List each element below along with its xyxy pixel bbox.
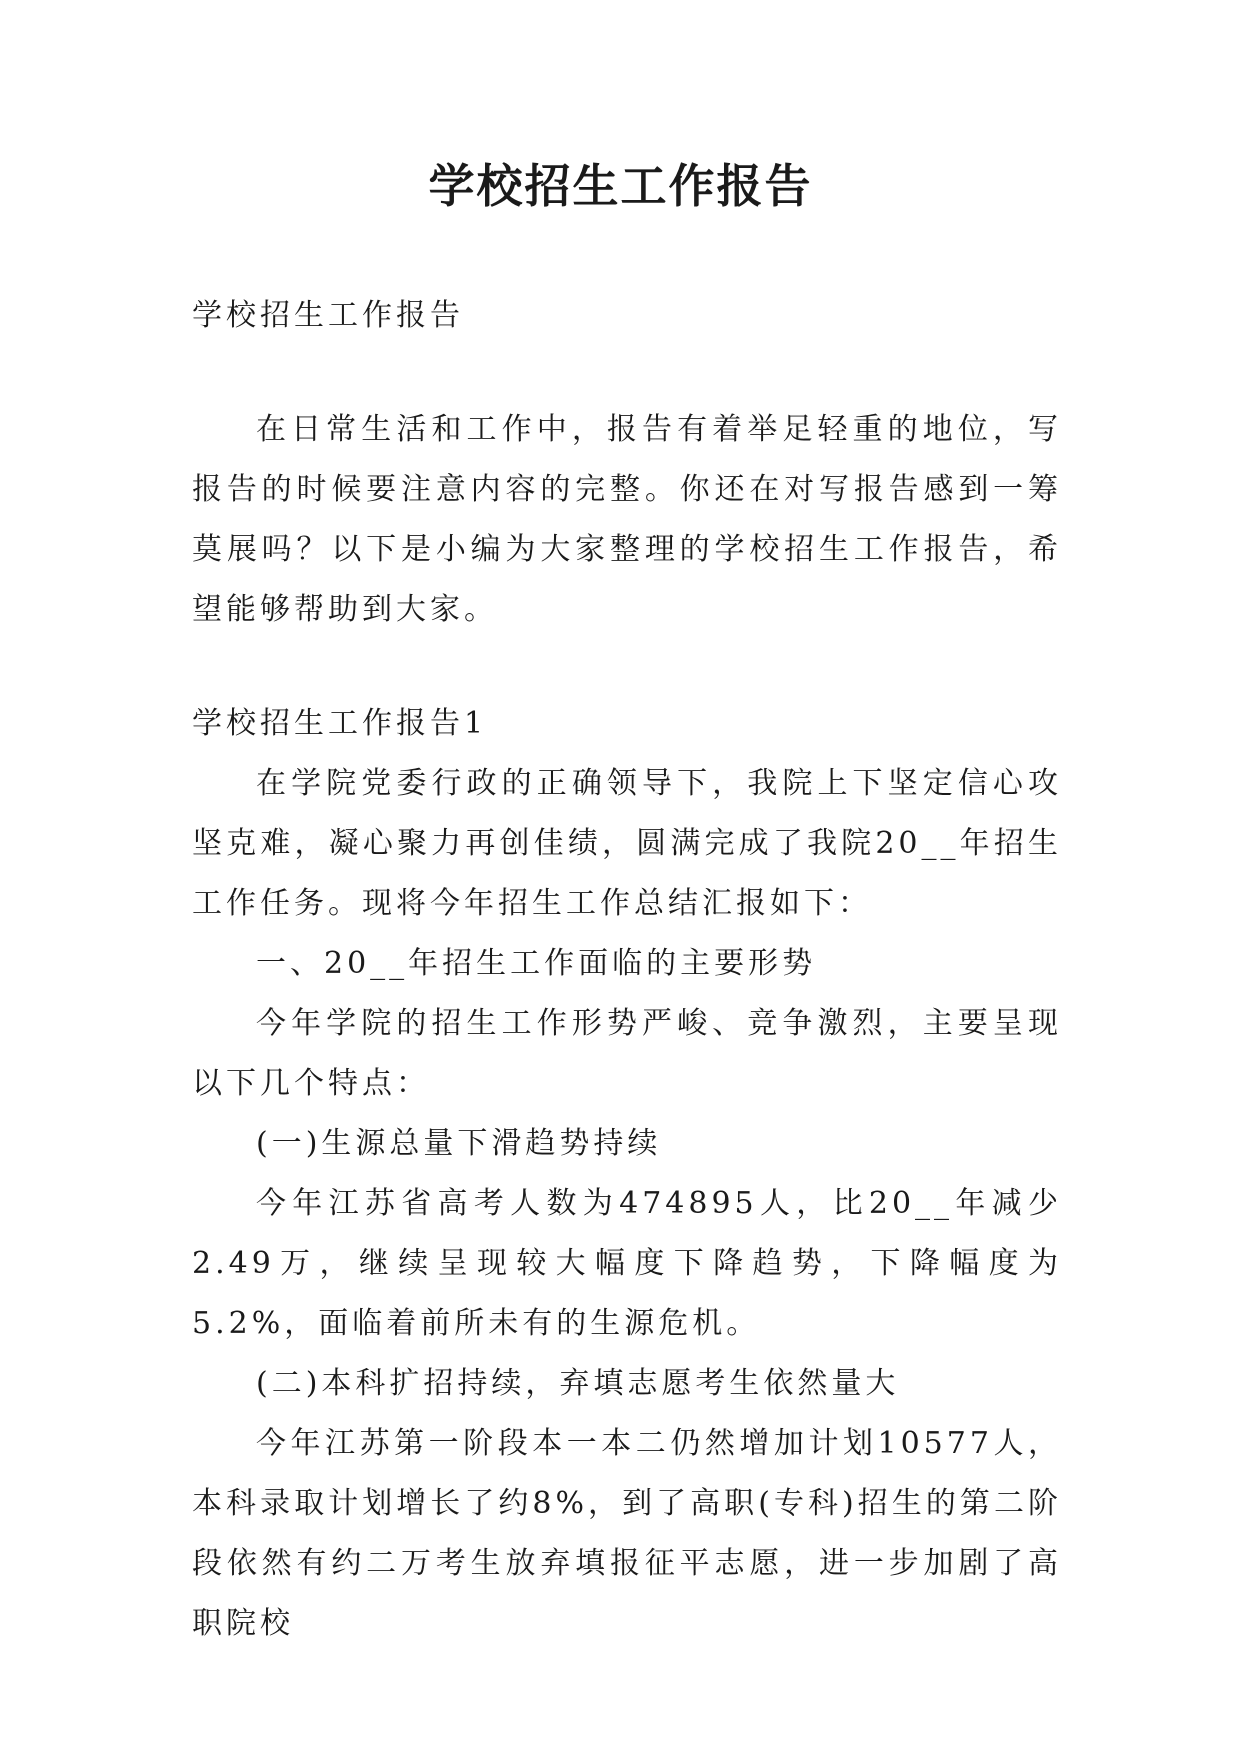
body-heading-1: 一、20__年招生工作面临的主要形势: [256, 946, 817, 981]
body-paragraph: 今年江苏第一阶段本一本二仍然增加计划10577人，本科录取计划增长了约8%，到了高职(专科)招生的第二阶段依然有约二万考生放弃填报征平志愿，进一步加剧了高职院校: [192, 1426, 1062, 1641]
document-title: 学校招生工作报告: [428, 159, 813, 213]
body-paragraph: 今年江苏省高考人数为474895人，比20__年减少2.49万，继续呈现较大幅度下降趋势，下降幅度为5.2%，面临着前所未有的生源危机。: [192, 1186, 1062, 1341]
body-paragraph: 在学院党委行政的正确领导下，我院上下坚定信心攻坚克难，凝心聚力再创佳绩，圆满完成了我院20__年招生工作任务。现将今年招生工作总结汇报如下：: [192, 766, 1062, 921]
body-subheading-1: (一)生源总量下滑趋势持续: [256, 1126, 662, 1161]
body-subheading-2: (二)本科扩招持续，弃填志愿考生依然量大: [256, 1366, 900, 1401]
intro-paragraph: 在日常生活和工作中，报告有着举足轻重的地位，写报告的时候要注意内容的完整。你还在对写报告感到一筹莫展吗？以下是小编为大家整理的学校招生工作报告，希望能够帮助到大家。: [192, 412, 1062, 627]
document-body: [192, 286, 1062, 1654]
document-subtitle: 学校招生工作报告: [192, 298, 464, 333]
body-paragraph: 今年学院的招生工作形势严峻、竞争激烈，主要呈现以下几个特点：: [192, 1006, 1062, 1101]
section-heading: 学校招生工作报告1: [192, 706, 488, 741]
